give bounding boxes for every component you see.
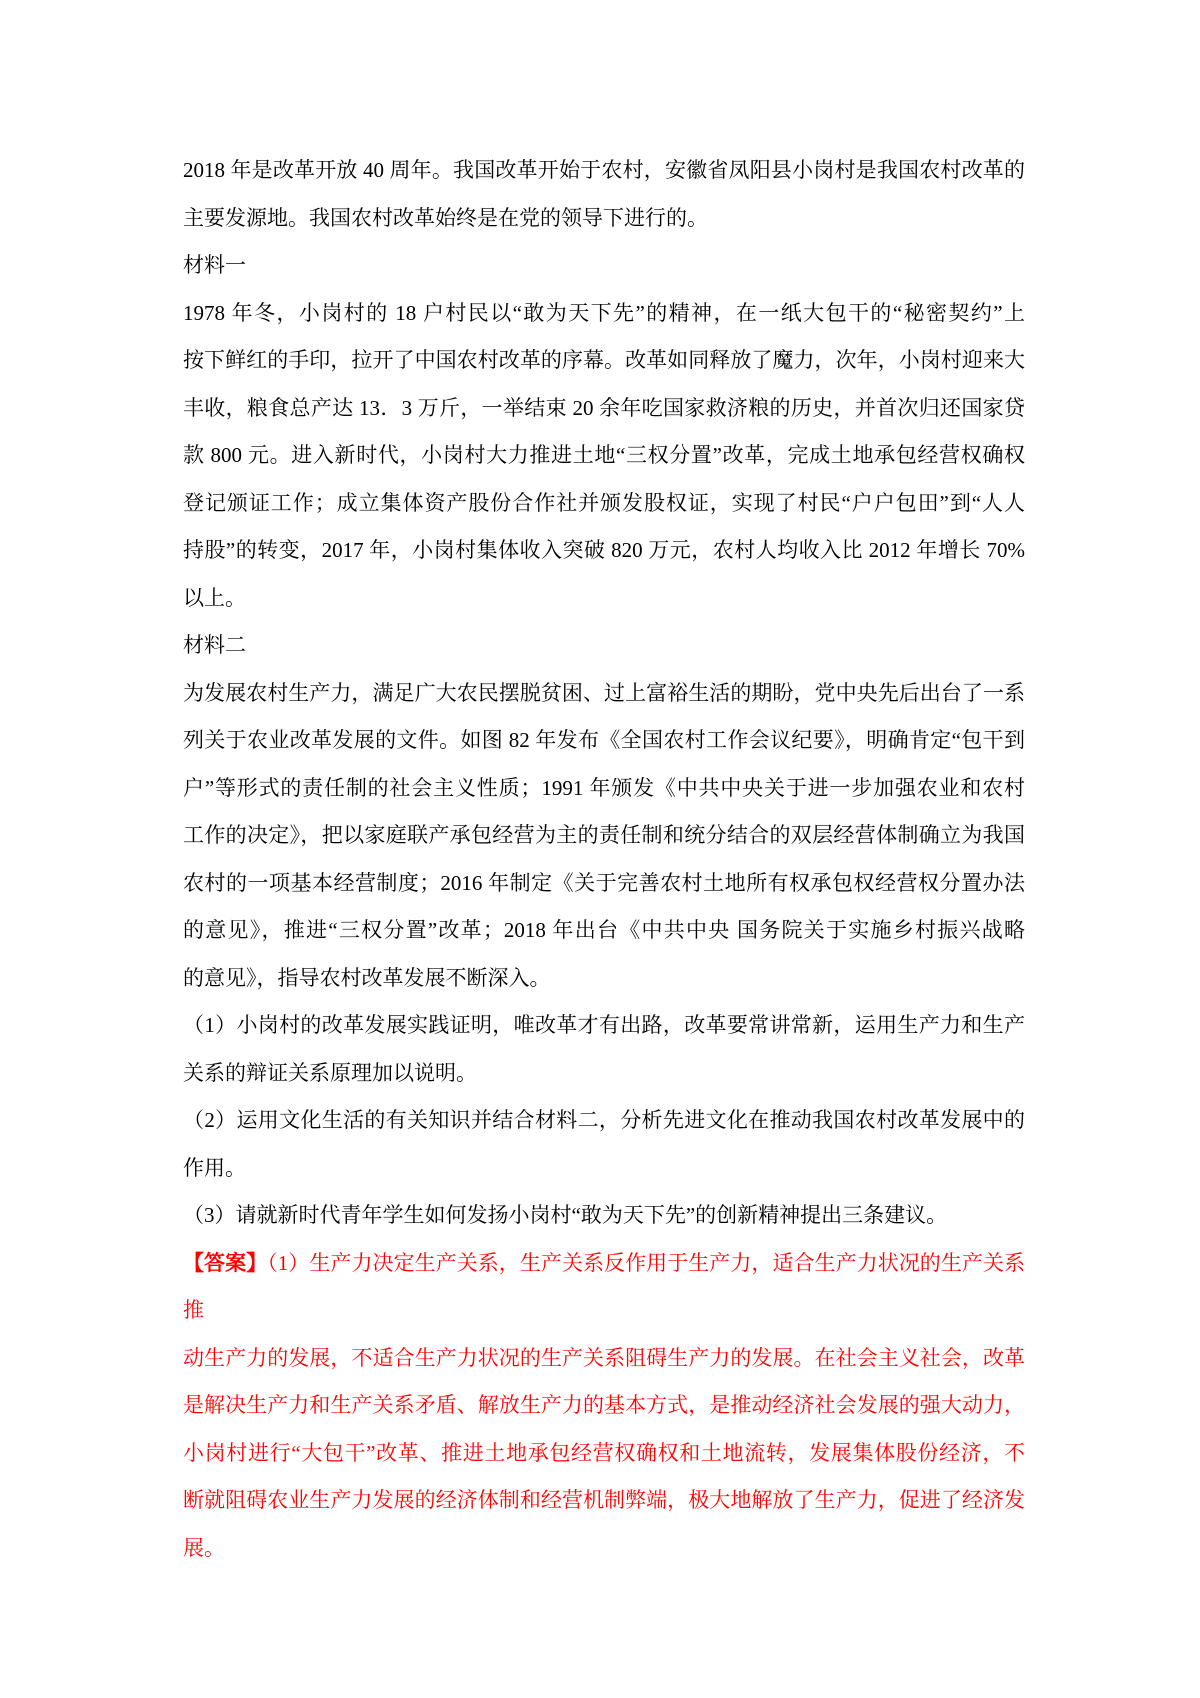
question-line: （1）小岗村的改革发展实践证明，唯改革才有出路，改革要常讲常新，运用生产力和生产 [183, 1013, 1025, 1037]
material-2-label: 材料二 [183, 633, 246, 657]
material-1-line: 以上。 [183, 585, 246, 610]
material-1 [183, 242, 1025, 622]
question-line: 关系的辩证关系原理加以说明。 [183, 1060, 477, 1085]
material-1-line: 持股”的转变，2017 年，小岗村集体收入突破 820 万元，农村人均收入比 2012 年增长 70% [183, 538, 1025, 562]
material-2-line: 的意见》，推进“三权分置”改革；2018 年出台《中共中央 国务院关于实施乡村振兴战略 [183, 918, 1025, 942]
answer-line [183, 1240, 1025, 1288]
material-2-line: 工作的决定》，把以家庭联产承包经营为主的责任制和统分结合的双层经营体制确立为我国 [183, 823, 1025, 847]
answer-line: 动生产力的发展，不适合生产力状况的生产关系阻碍生产力的发展。在社会主义社会，改革 [183, 1345, 1025, 1370]
material-2-line: 户”等形式的责任制的社会主义性质；1991 年颁发《中共中央关于进一步加强农业和农村 [183, 775, 1025, 800]
material-2 [183, 622, 1025, 1002]
material-1-line: 1978 年冬，小岗村的 18 户村民以“敢为天下先”的精神，在一纸大包干的“秘密契约”上 [183, 300, 1025, 325]
question-1 [183, 1002, 1025, 1097]
answer-line: 小岗村进行“大包干”改革、推进土地承包经营权确权和土地流转，发展集体股份经济，不 [183, 1440, 1025, 1465]
intro-paragraph [183, 147, 1025, 242]
intro-line: 主要发源地。我国农村改革始终是在党的领导下进行的。 [183, 205, 708, 230]
question-line: （3）请就新时代青年学生如何发扬小岗村“敢为天下先”的创新精神提出三条建议。 [183, 1203, 948, 1227]
question-line: 作用。 [183, 1155, 246, 1180]
question-2 [183, 1097, 1025, 1192]
material-1-label: 材料一 [183, 253, 246, 277]
material-1-line: 按下鲜红的手印，拉开了中国农村改革的序幕。改革如同释放了魔力，次年，小岗村迎来大 [183, 348, 1025, 372]
material-2-line: 农村的一项基本经营制度；2016 年制定《关于完善农村土地所有权承包权经营权分置办法 [183, 870, 1025, 895]
question-3 [183, 1192, 1025, 1240]
answer-line: 推 [183, 1298, 204, 1322]
answer-tag: 【答案】 [183, 1250, 268, 1275]
material-1-line: 丰收，粮食总产达 13．3 万斤，一举结束 20 余年吃国家救济粮的历史，并首次归还国家贷 [183, 395, 1025, 420]
material-1-line: 登记颁证工作；成立集体资产股份合作社并颁发股权证，实现了村民“户户包田”到“人人 [183, 490, 1025, 515]
question-line: （2）运用文化生活的有关知识并结合材料二，分析先进文化在推动我国农村改革发展中的 [183, 1108, 1025, 1132]
material-2-line: 为发展农村生产力，满足广大农民摆脱贫困、过上富裕生活的期盼，党中央先后出台了一系 [183, 680, 1025, 705]
answer-line: 是解决生产力和生产关系矛盾、解放生产力的基本方式，是推动经济社会发展的强大动力， [183, 1393, 1025, 1417]
answer-text: （1）生产力决定生产关系，生产关系反作用于生产力，适合生产力状况的生产关系 [267, 1250, 1025, 1275]
material-1-line: 款 800 元。进入新时代，小岗村大力推进土地“三权分置”改革，完成土地承包经营权确权 [183, 443, 1025, 467]
intro-line: 2018 年是改革开放 40 周年。我国改革开始于农村，安徽省凤阳县小岗村是我国农村改革的 [183, 158, 1025, 182]
material-2-line: 列关于农业改革发展的文件。如图 82 年发布《全国农村工作会议纪要》，明确肯定“包干到 [183, 728, 1025, 752]
question-body [183, 147, 1025, 1572]
answer-section [183, 1240, 1025, 1573]
material-2-line: 的意见》，指导农村改革发展不断深入。 [183, 965, 551, 990]
answer-line: 断就阻碍农业生产力发展的经济体制和经营机制弊端，极大地解放了生产力，促进了经济发 [183, 1488, 1025, 1512]
answer-line: 展。 [183, 1535, 225, 1560]
